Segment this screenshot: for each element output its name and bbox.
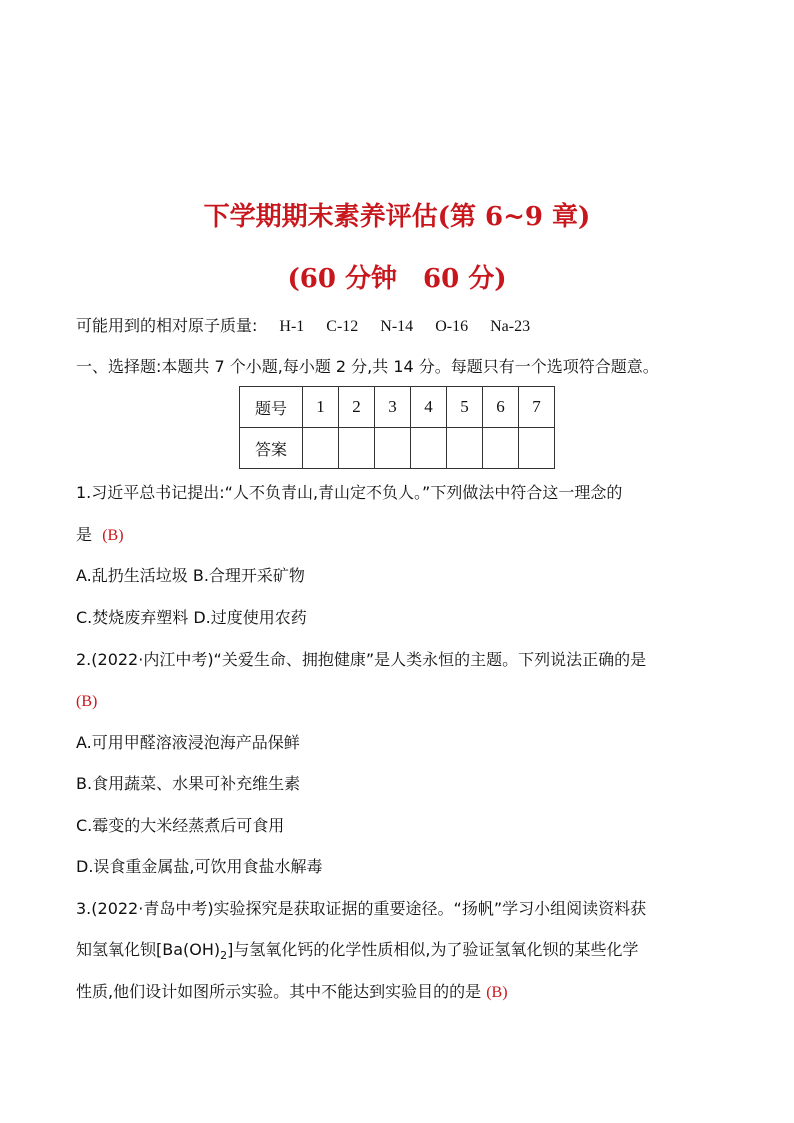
answer-cell-3[interactable] [375,428,411,469]
question-2-answer: (B) [76,693,98,710]
table-number-5: 5 [447,387,483,428]
question-1-options-row-1 [76,566,305,586]
answer-cell-6[interactable] [483,428,519,469]
table-number-3: 3 [375,387,411,428]
atomic-mass-o: O-16 [435,318,469,335]
exam-subtitle: (60 分钟 60 分) [287,264,507,294]
question-1-option-c: C.焚烧废弃塑料 [76,608,189,627]
question-1-option-d: D.过度使用农药 [193,608,307,627]
atomic-mass-c: C-12 [326,318,359,335]
question-3-formula-end: ]与氢氧化钙的化学性质相似,为了验证氢氧化钡的某些化学 [227,940,639,959]
exam-title: 下学期期末素养评估(第 6~9 章) [203,202,591,232]
question-3-stem-line-2 [76,940,638,966]
table-number-7: 7 [519,387,555,428]
answer-table-answer-row [240,428,555,469]
table-number-6: 6 [483,387,519,428]
section-heading: 一、选择题:本题共 7 个小题,每小题 2 分,共 14 分。每题只有一个选项符合题意。 [76,357,659,376]
table-header-answer: 答案 [240,428,303,469]
question-1-answer: (B) [102,527,124,544]
question-3-formula-subscript: 2 [220,949,228,963]
question-3-formula-start: 知氢氧化钡[Ba(OH) [76,940,221,959]
atomic-mass-h: H-1 [279,318,305,335]
answer-cell-1[interactable] [303,428,339,469]
question-2-stem: 2.(2022·内江中考)“关爱生命、拥抱健康”是人类永恒的主题。下列说法正确的是 [76,650,647,669]
answer-cell-4[interactable] [411,428,447,469]
question-3-answer: (B) [486,984,508,1001]
question-3-stem-end: 性质,他们设计如图所示实验。其中不能达到实验目的的是 [76,982,482,1001]
answer-cell-5[interactable] [447,428,483,469]
atomic-mass-na: Na-23 [490,318,531,335]
question-2-option-d: D.误食重金属盐,可饮用食盐水解毒 [76,857,323,876]
question-3-stem: 3.(2022·青岛中考)实验探究是获取证据的重要途径。“扬帆”学习小组阅读资料获 [76,899,647,918]
question-1-stem: 1.习近平总书记提出:“人不负青山,青山定不负人。”下列做法中符合这一理念的 [76,483,623,502]
question-1-option-a: A.乱扔生活垃圾 [76,566,188,585]
atomic-mass-line [76,316,530,337]
table-number-2: 2 [339,387,375,428]
atomic-mass-label: 可能用到的相对原子质量: [76,316,258,335]
answer-cell-2[interactable] [339,428,375,469]
question-2-option-b: B.食用蔬菜、水果可补充维生素 [76,774,301,793]
answer-table-number-row [240,387,555,428]
atomic-mass-n: N-14 [380,318,414,335]
answer-cell-7[interactable] [519,428,555,469]
question-1-stem-end: 是 [76,525,93,544]
question-3-stem-line-3 [76,982,508,1003]
question-2-option-a: A.可用甲醛溶液浸泡海产品保鲜 [76,733,300,752]
question-2-answer-line [76,691,97,712]
question-1-stem-cont [76,525,124,546]
table-number-4: 4 [411,387,447,428]
answer-table [239,386,555,469]
question-1-options-row-2 [76,608,307,628]
question-2-option-c: C.霉变的大米经蒸煮后可食用 [76,816,285,835]
table-header-question-number: 题号 [240,387,303,428]
question-1-option-b: B.合理开采矿物 [192,566,305,585]
table-number-1: 1 [303,387,339,428]
